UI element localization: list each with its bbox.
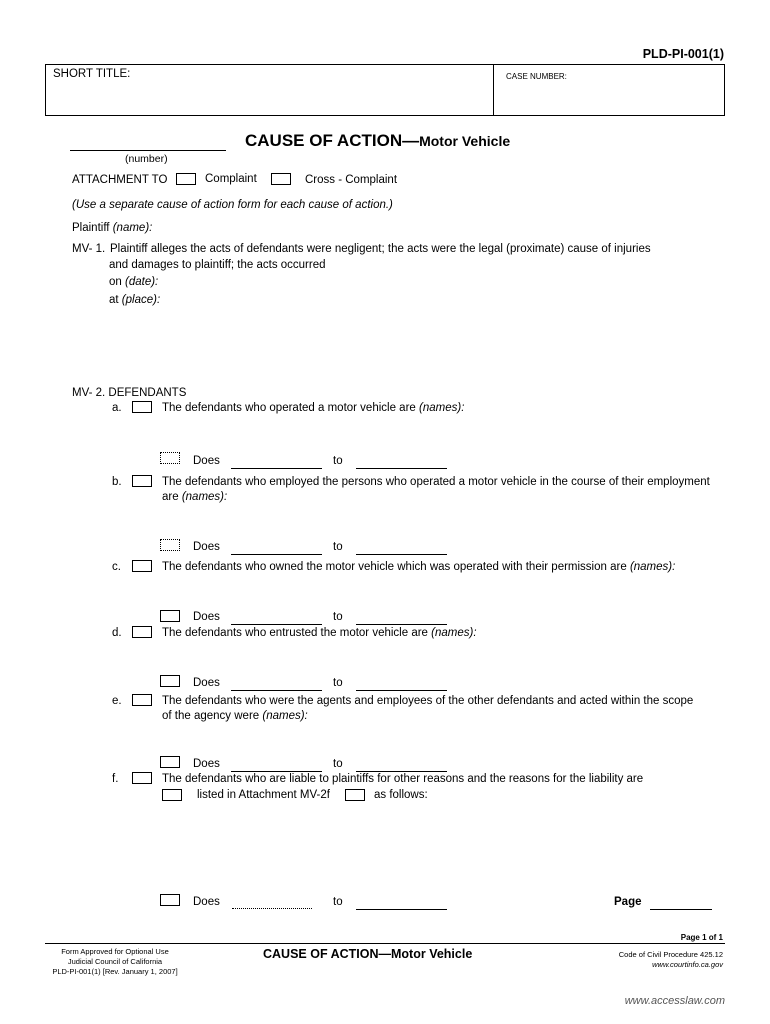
does-f-checkbox[interactable] xyxy=(160,894,180,906)
does-a-label: Does xyxy=(193,455,220,467)
place-hint: (place): xyxy=(121,294,161,306)
item-b-letter: b. xyxy=(112,476,122,488)
at-label: at xyxy=(109,294,119,306)
to-e-label: to xyxy=(333,758,343,770)
item-c-letter: c. xyxy=(112,561,121,573)
item-e-hint: (names): xyxy=(262,710,308,722)
item-c-line1: The defendants who owned the motor vehicle which was operated with their permission are xyxy=(162,561,627,573)
attachment-mv2f-checkbox[interactable] xyxy=(162,789,182,801)
item-e-line1: The defendants who were the agents and employees of the other defendants and acted within the scope xyxy=(162,695,694,707)
item-e-line2: of the agency were xyxy=(162,710,260,722)
short-title-label: SHORT TITLE: xyxy=(53,68,131,80)
to-a-label: to xyxy=(333,455,343,467)
does-d-from-field[interactable] xyxy=(231,690,322,691)
mv1-on-line xyxy=(109,276,158,288)
does-a-from-field[interactable] xyxy=(231,468,322,469)
case-number-field[interactable] xyxy=(498,83,720,111)
cross-complaint-checkbox[interactable] xyxy=(271,173,291,185)
does-d-label: Does xyxy=(193,677,220,689)
approved-line3: PLD-PI-001(1) [Rev. January 1, 2007] xyxy=(52,967,178,976)
footer-rule xyxy=(45,943,725,944)
does-c-to-field[interactable] xyxy=(356,624,447,625)
form-id: PLD-PI-001(1) xyxy=(642,47,724,61)
does-c-from-field[interactable] xyxy=(231,624,322,625)
case-number-label: CASE NUMBER: xyxy=(506,72,567,81)
item-b-hint: (names): xyxy=(181,491,228,503)
title-main: CAUSE OF ACTION— xyxy=(245,131,420,150)
does-a-to-field[interactable] xyxy=(356,468,447,469)
item-d-checkbox[interactable] xyxy=(132,626,152,638)
cause-number-field[interactable] xyxy=(70,150,226,151)
does-f-from-field[interactable] xyxy=(232,908,312,909)
item-c-checkbox[interactable] xyxy=(132,560,152,572)
does-c-label: Does xyxy=(193,611,220,623)
case-number-divider xyxy=(493,65,494,115)
footer-title: CAUSE OF ACTION—Motor Vehicle xyxy=(263,947,473,961)
item-c-hint: (names): xyxy=(629,561,676,573)
instruction-text: (Use a separate cause of action form for each cause of action.) xyxy=(72,199,393,211)
to-c-label: to xyxy=(333,611,343,623)
item-a-checkbox[interactable] xyxy=(132,401,152,413)
does-d-to-field[interactable] xyxy=(356,690,447,691)
cause-number-label: (number) xyxy=(125,153,168,165)
does-d-checkbox[interactable] xyxy=(160,675,180,687)
does-b-label: Does xyxy=(193,541,220,553)
title-sub: Motor Vehicle xyxy=(419,133,511,149)
item-a-line1: The defendants who operated a motor vehicle are xyxy=(162,402,416,414)
date-field[interactable] xyxy=(165,274,715,290)
does-b-to-field[interactable] xyxy=(356,554,447,555)
page-title xyxy=(245,131,510,151)
item-f-letter: f. xyxy=(112,773,119,785)
item-e-line2-wrap xyxy=(162,710,308,722)
cross-complaint-label: Cross - Complaint xyxy=(305,174,398,186)
item-d-text xyxy=(162,627,477,639)
footer-code xyxy=(619,950,723,970)
item-f-checkbox[interactable] xyxy=(132,772,152,784)
item-d-hint: (names): xyxy=(431,627,477,639)
item-c-text xyxy=(162,561,675,573)
page-label: Page xyxy=(614,896,642,908)
to-f-label: to xyxy=(333,896,343,908)
item-f-line1: The defendants who are liable to plaintiffs for other reasons and the reasons for the liability are xyxy=(162,773,644,785)
short-title-field[interactable] xyxy=(52,83,488,111)
item-b-line2-wrap xyxy=(162,491,227,503)
to-d-label: to xyxy=(333,677,343,689)
does-c-checkbox[interactable] xyxy=(160,610,180,622)
code-line1: Code of Civil Procedure 425.12 xyxy=(618,950,723,959)
item-b-line2: are xyxy=(162,491,179,503)
item-b-line1: The defendants who employed the persons who operated a motor vehicle in the course of their employment xyxy=(162,476,710,488)
place-field[interactable] xyxy=(165,292,715,372)
item-b-checkbox[interactable] xyxy=(132,475,152,487)
does-f-label: Does xyxy=(193,896,220,908)
page-number-field[interactable] xyxy=(650,909,712,910)
does-b-from-field[interactable] xyxy=(231,554,322,555)
mv2-heading: MV- 2. DEFENDANTS xyxy=(72,387,187,399)
item-a-hint: (names): xyxy=(419,402,465,414)
does-e-from-field[interactable] xyxy=(231,771,322,772)
as-follows-label: as follows: xyxy=(374,789,428,801)
code-line2: www.courtinfo.ca.gov xyxy=(652,960,723,969)
date-hint: (date): xyxy=(125,276,159,288)
as-follows-checkbox[interactable] xyxy=(345,789,365,801)
mv1-text-line1: Plaintiff alleges the acts of defendants were negligent; the acts were the legal (proximate) cause of injuries xyxy=(110,243,651,255)
does-b-checkbox[interactable] xyxy=(160,539,180,551)
item-a-letter: a. xyxy=(112,402,122,414)
plaintiff-name-field[interactable] xyxy=(180,220,720,236)
complaint-checkbox[interactable] xyxy=(176,173,196,185)
page-of: Page 1 of 1 xyxy=(680,933,723,942)
attachment-mv2f-label: listed in Attachment MV-2f xyxy=(197,789,330,801)
plaintiff-label: Plaintiff xyxy=(72,222,110,234)
mv1-at-line xyxy=(109,294,160,306)
footer-approval xyxy=(40,947,190,977)
attachment-label: ATTACHMENT TO xyxy=(72,174,168,186)
does-e-to-field[interactable] xyxy=(356,771,447,772)
on-label: on xyxy=(109,276,122,288)
does-f-to-field[interactable] xyxy=(356,909,447,910)
item-d-letter: d. xyxy=(112,627,122,639)
item-a-text xyxy=(162,402,464,414)
item-d-line1: The defendants who entrusted the motor vehicle are xyxy=(162,627,428,639)
plaintiff-line xyxy=(72,222,152,234)
approved-line2: Judicial Council of California xyxy=(67,957,163,966)
mv1-number: MV- 1. xyxy=(72,243,106,255)
watermark: www.accesslaw.com xyxy=(624,995,725,1007)
plaintiff-name-hint: (name): xyxy=(112,222,153,234)
header-box xyxy=(45,64,725,116)
complaint-label: Complaint xyxy=(205,173,257,185)
item-e-checkbox[interactable] xyxy=(132,694,152,706)
to-b-label: to xyxy=(333,541,343,553)
does-e-label: Does xyxy=(193,758,220,770)
does-a-checkbox[interactable] xyxy=(160,452,180,464)
item-e-letter: e. xyxy=(112,695,122,707)
does-e-checkbox[interactable] xyxy=(160,756,180,768)
mv1-text-line2: and damages to plaintiff; the acts occurred xyxy=(109,259,326,271)
approved-line1: Form Approved for Optional Use xyxy=(61,947,169,956)
